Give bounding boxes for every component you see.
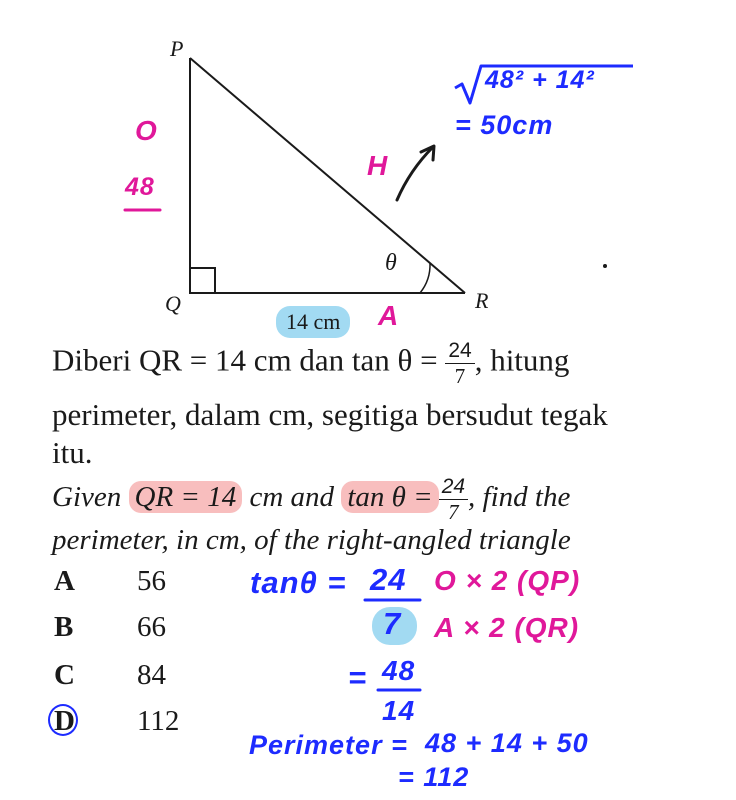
vertex-r-label: R bbox=[475, 288, 489, 313]
pythagoras-radicand: 48² + 14² bbox=[485, 66, 595, 94]
base-length-label: 14 cm bbox=[276, 306, 350, 338]
working-tan-numerator: 24 bbox=[370, 562, 407, 597]
hypotenuse-letter-label: H bbox=[367, 150, 389, 181]
question-english-given: Given bbox=[52, 481, 122, 514]
working-scaled-numerator: 48 bbox=[382, 655, 416, 686]
option-d-value[interactable]: 112 bbox=[137, 705, 180, 737]
working-perimeter-sum: 48 + 14 + 50 bbox=[425, 728, 589, 758]
vertex-p-label: P bbox=[170, 36, 184, 61]
tan-fraction-denominator: 7 bbox=[454, 364, 466, 388]
question-english-line2: perimeter, in cm, of the right-angled triangle bbox=[52, 524, 571, 556]
tan-fraction-english-denominator: 7 bbox=[448, 500, 459, 524]
opposite-value-label: 48 bbox=[125, 173, 155, 201]
working-scaled-denominator: 14 bbox=[382, 695, 416, 726]
working-tan-label: tanθ = bbox=[250, 565, 347, 600]
option-d-letter[interactable]: D bbox=[54, 705, 75, 737]
tan-fraction-numerator: 24 bbox=[445, 340, 474, 364]
question-malay-part1: Diberi QR = 14 cm dan tan θ = bbox=[52, 342, 446, 378]
vertex-q-label: Q bbox=[165, 291, 181, 316]
option-c-letter[interactable]: C bbox=[54, 659, 75, 691]
highlight-tan: tan θ = bbox=[341, 481, 438, 513]
option-b-value[interactable]: 66 bbox=[137, 611, 166, 643]
question-malay-line3: itu. bbox=[52, 435, 93, 470]
angle-theta-label: θ bbox=[385, 250, 397, 276]
working-equals: = bbox=[348, 660, 368, 695]
highlight-qr: QR = 14 bbox=[129, 481, 243, 513]
question-english-cm-and: cm and bbox=[249, 481, 335, 514]
option-a-value[interactable]: 56 bbox=[137, 565, 166, 597]
tan-fraction-english-numerator: 24 bbox=[439, 476, 468, 500]
question-malay-part2: , hitung bbox=[474, 342, 570, 378]
working-scale-opposite: O × 2 (QP) bbox=[434, 565, 581, 596]
option-c-value[interactable]: 84 bbox=[137, 659, 166, 691]
opposite-letter-label: O bbox=[135, 115, 158, 146]
working-tan-denominator: 7 bbox=[383, 606, 402, 641]
question-malay-line2: perimeter, dalam cm, segitiga bersudut tegak bbox=[52, 397, 608, 432]
working-scale-adjacent: A × 2 (QR) bbox=[434, 612, 580, 643]
working-perimeter-result: = 112 bbox=[398, 762, 470, 792]
option-a-letter[interactable]: A bbox=[54, 565, 75, 597]
adjacent-letter-label: A bbox=[378, 300, 400, 331]
working-perimeter-label: Perimeter = bbox=[249, 730, 408, 760]
option-b-letter[interactable]: B bbox=[54, 611, 74, 643]
pythagoras-result: = 50cm bbox=[455, 110, 554, 140]
question-english-find: , find the bbox=[468, 481, 571, 514]
